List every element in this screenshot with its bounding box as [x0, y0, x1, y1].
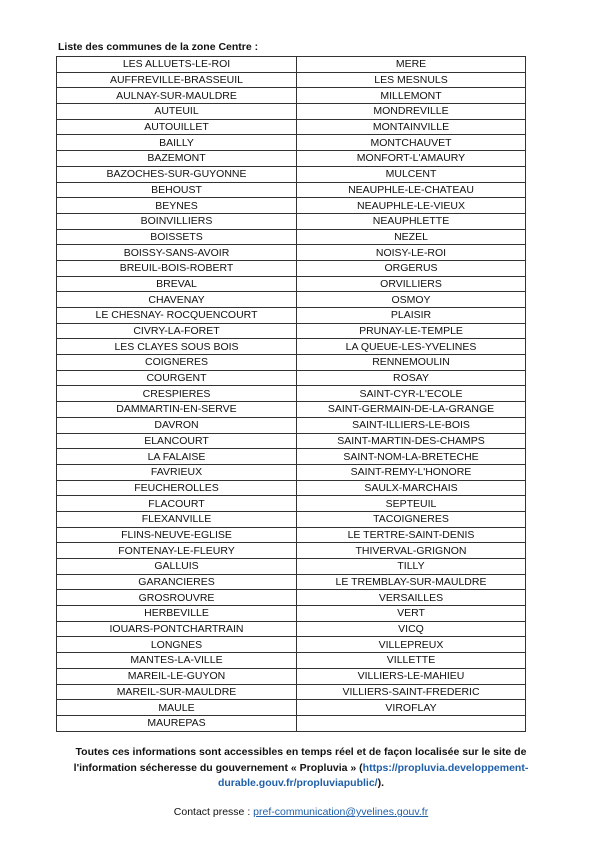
commune-cell-left: BAILLY — [57, 135, 297, 151]
commune-cell-right: MERE — [297, 57, 526, 73]
table-row — [57, 213, 526, 229]
contact-label: Contact presse : — [173, 806, 254, 818]
commune-cell-left: BAZOCHES-SUR-GUYONNE — [57, 166, 297, 182]
commune-cell-right: LE TREMBLAY-SUR-MAULDRE — [297, 574, 526, 590]
commune-cell-left: ELANCOURT — [57, 433, 297, 449]
commune-cell-right: ROSAY — [297, 370, 526, 386]
commune-cell-left: AUTOUILLET — [57, 119, 297, 135]
commune-cell-left: BREVAL — [57, 276, 297, 292]
commune-cell-right: MONFORT-L'AMAURY — [297, 151, 526, 167]
table-row — [57, 653, 526, 669]
commune-cell-right: VICQ — [297, 621, 526, 637]
table-row — [57, 543, 526, 559]
commune-cell-right: SAINT-REMY-L'HONORE — [297, 464, 526, 480]
commune-cell-right: TILLY — [297, 559, 526, 575]
commune-cell-left: MAULE — [57, 700, 297, 716]
table-row — [57, 182, 526, 198]
commune-cell-left: CRESPIERES — [57, 386, 297, 402]
table-row — [57, 637, 526, 653]
table-row — [57, 606, 526, 622]
table-row — [57, 480, 526, 496]
commune-cell-right: VIROFLAY — [297, 700, 526, 716]
commune-cell-right: SAINT-CYR-L'ECOLE — [297, 386, 526, 402]
commune-cell-right: SAINT-GERMAIN-DE-LA-GRANGE — [297, 402, 526, 418]
table-row — [57, 198, 526, 214]
commune-cell-right: MILLEMONT — [297, 88, 526, 104]
table-row — [57, 245, 526, 261]
commune-cell-right: SEPTEUIL — [297, 496, 526, 512]
commune-cell-right: THIVERVAL-GRIGNON — [297, 543, 526, 559]
commune-cell-right: MONTCHAUVET — [297, 135, 526, 151]
commune-cell-left: MAREIL-SUR-MAULDRE — [57, 684, 297, 700]
commune-cell-right: VILLEPREUX — [297, 637, 526, 653]
commune-cell-left: BAZEMONT — [57, 151, 297, 167]
table-row — [57, 464, 526, 480]
info-text-after: ). — [377, 777, 385, 789]
table-row — [57, 433, 526, 449]
commune-cell-right: PRUNAY-LE-TEMPLE — [297, 323, 526, 339]
commune-cell-right: NEAUPHLETTE — [297, 213, 526, 229]
commune-cell-right: SAINT-MARTIN-DES-CHAMPS — [297, 433, 526, 449]
commune-cell-left: FEUCHEROLLES — [57, 480, 297, 496]
contact-email-link[interactable]: pref-communication@yvelines.gouv.fr — [253, 806, 429, 818]
commune-cell-right — [297, 715, 526, 731]
info-paragraph — [66, 745, 536, 792]
table-row — [57, 229, 526, 245]
commune-cell-right: ORVILLIERS — [297, 276, 526, 292]
table-row — [57, 668, 526, 684]
commune-cell-right: LA QUEUE-LES-YVELINES — [297, 339, 526, 355]
table-row — [57, 292, 526, 308]
table-row — [57, 88, 526, 104]
table-row — [57, 402, 526, 418]
commune-cell-left: LA FALAISE — [57, 449, 297, 465]
table-row — [57, 559, 526, 575]
commune-cell-right: SAINT-ILLIERS-LE-BOIS — [297, 417, 526, 433]
table-row — [57, 166, 526, 182]
commune-cell-left: AUTEUIL — [57, 104, 297, 120]
commune-cell-left: LES CLAYES SOUS BOIS — [57, 339, 297, 355]
commune-cell-left: BOINVILLIERS — [57, 213, 297, 229]
communes-table-body — [57, 57, 526, 732]
commune-cell-left: FLEXANVILLE — [57, 511, 297, 527]
commune-cell-right: VILLIERS-SAINT-FREDERIC — [297, 684, 526, 700]
press-contact — [0, 806, 602, 818]
table-row — [57, 590, 526, 606]
commune-cell-left: DAVRON — [57, 417, 297, 433]
commune-cell-left: BOISSY-SANS-AVOIR — [57, 245, 297, 261]
table-row — [57, 72, 526, 88]
commune-cell-right: VILLIERS-LE-MAHIEU — [297, 668, 526, 684]
table-row — [57, 339, 526, 355]
commune-cell-left: MANTES-LA-VILLE — [57, 653, 297, 669]
table-row — [57, 417, 526, 433]
commune-cell-left: GALLUIS — [57, 559, 297, 575]
commune-cell-left: FLINS-NEUVE-EGLISE — [57, 527, 297, 543]
table-row — [57, 323, 526, 339]
commune-cell-left: BOISSETS — [57, 229, 297, 245]
table-row — [57, 260, 526, 276]
table-row — [57, 104, 526, 120]
table-row — [57, 700, 526, 716]
commune-cell-left: COIGNERES — [57, 355, 297, 371]
commune-cell-left: GROSROUVRE — [57, 590, 297, 606]
table-row — [57, 276, 526, 292]
commune-cell-left: BREUIL-BOIS-ROBERT — [57, 260, 297, 276]
table-row — [57, 135, 526, 151]
table-row — [57, 715, 526, 731]
propluvia-link[interactable]: https://propluvia.developpement-durable.gouv.fr/propluviapublic/ — [217, 761, 529, 789]
commune-cell-left: FAVRIEUX — [57, 464, 297, 480]
table-row — [57, 151, 526, 167]
commune-cell-left: BEHOUST — [57, 182, 297, 198]
commune-cell-left: CHAVENAY — [57, 292, 297, 308]
table-row — [57, 386, 526, 402]
table-row — [57, 355, 526, 371]
commune-cell-left: GARANCIERES — [57, 574, 297, 590]
commune-cell-left: LES ALLUETS-LE-ROI — [57, 57, 297, 73]
commune-cell-right: MULCENT — [297, 166, 526, 182]
commune-cell-left: AULNAY-SUR-MAULDRE — [57, 88, 297, 104]
commune-cell-right: VERT — [297, 606, 526, 622]
commune-cell-left: CIVRY-LA-FORET — [57, 323, 297, 339]
commune-cell-left: IOUARS-PONTCHARTRAIN — [57, 621, 297, 637]
commune-cell-right: MONDREVILLE — [297, 104, 526, 120]
table-row — [57, 449, 526, 465]
commune-cell-right: MONTAINVILLE — [297, 119, 526, 135]
commune-cell-right: VILLETTE — [297, 653, 526, 669]
table-row — [57, 574, 526, 590]
commune-cell-left: FLACOURT — [57, 496, 297, 512]
table-row — [57, 308, 526, 324]
table-row — [57, 370, 526, 386]
communes-table — [56, 56, 526, 732]
commune-cell-left: LONGNES — [57, 637, 297, 653]
commune-cell-right: LES MESNULS — [297, 72, 526, 88]
commune-cell-left: LE CHESNAY- ROCQUENCOURT — [57, 308, 297, 324]
table-row — [57, 496, 526, 512]
commune-cell-right: NEAUPHLE-LE-CHATEAU — [297, 182, 526, 198]
commune-cell-left: COURGENT — [57, 370, 297, 386]
commune-cell-left: BEYNES — [57, 198, 297, 214]
commune-cell-right: NOISY-LE-ROI — [297, 245, 526, 261]
commune-cell-left: DAMMARTIN-EN-SERVE — [57, 402, 297, 418]
commune-cell-left: MAREIL-LE-GUYON — [57, 668, 297, 684]
commune-cell-right: ORGERUS — [297, 260, 526, 276]
commune-cell-right: OSMOY — [297, 292, 526, 308]
list-title: Liste des communes de la zone Centre : — [58, 41, 259, 53]
commune-cell-right: RENNEMOULIN — [297, 355, 526, 371]
table-row — [57, 527, 526, 543]
commune-cell-right: LE TERTRE-SAINT-DENIS — [297, 527, 526, 543]
commune-cell-right: TACOIGNERES — [297, 511, 526, 527]
table-row — [57, 57, 526, 73]
commune-cell-left: FONTENAY-LE-FLEURY — [57, 543, 297, 559]
commune-cell-left: HERBEVILLE — [57, 606, 297, 622]
table-row — [57, 511, 526, 527]
commune-cell-right: NEAUPHLE-LE-VIEUX — [297, 198, 526, 214]
commune-cell-right: VERSAILLES — [297, 590, 526, 606]
info-text-before: Toutes ces informations sont accessibles en temps réel et de façon localisée sur le site de l'information sécheresse du gouvernement « Propluvia » ( — [73, 746, 527, 774]
commune-cell-right: PLAISIR — [297, 308, 526, 324]
table-row — [57, 119, 526, 135]
table-row — [57, 621, 526, 637]
commune-cell-right: SAINT-NOM-LA-BRETECHE — [297, 449, 526, 465]
table-row — [57, 684, 526, 700]
commune-cell-left: AUFFREVILLE-BRASSEUIL — [57, 72, 297, 88]
commune-cell-right: NEZEL — [297, 229, 526, 245]
commune-cell-left: MAUREPAS — [57, 715, 297, 731]
commune-cell-right: SAULX-MARCHAIS — [297, 480, 526, 496]
